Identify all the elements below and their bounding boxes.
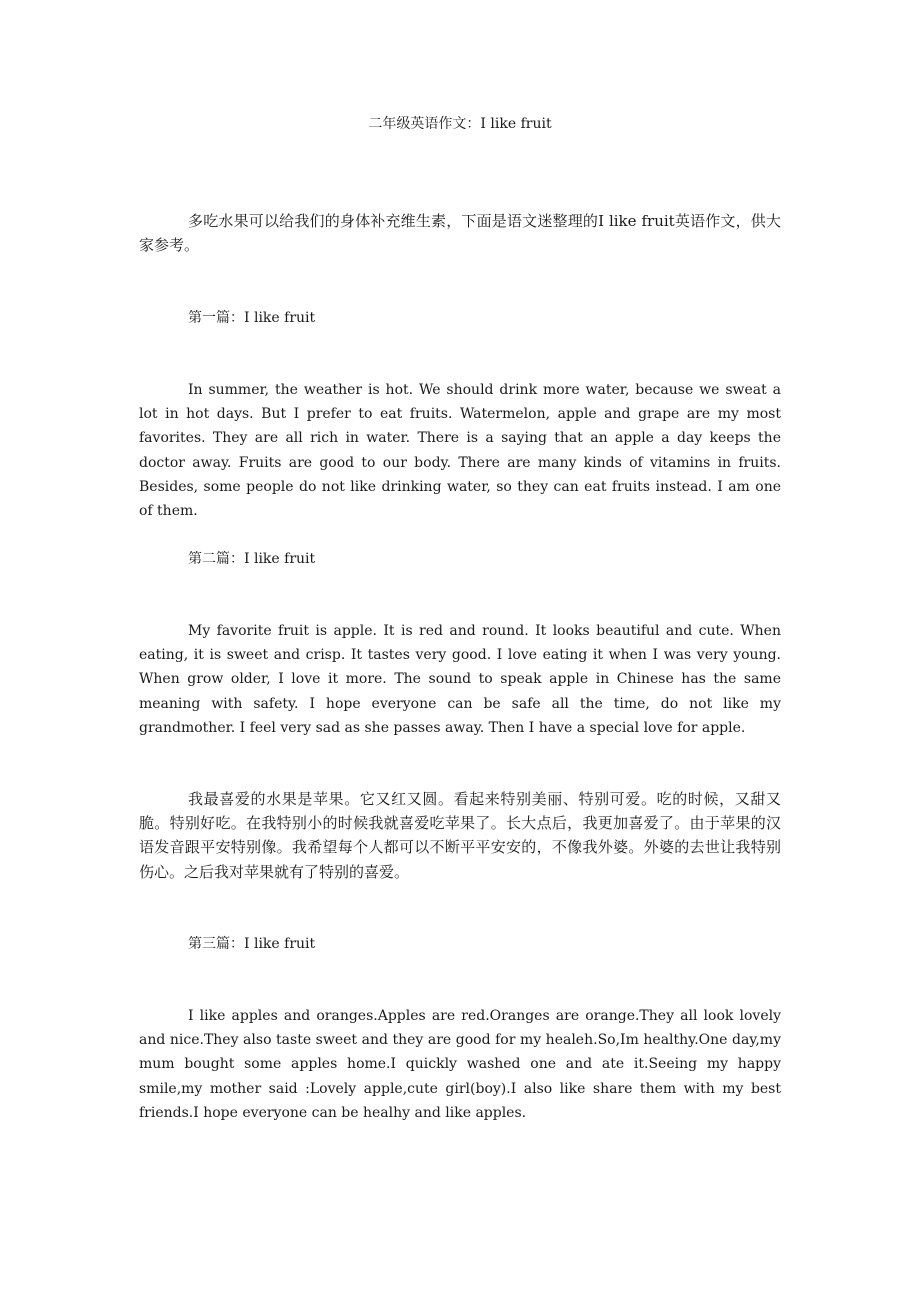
section-1-paragraph: In summer, the weather is hot. We should drink more water, because we sweat a lot in hot days. But I prefer to eat fruits. Watermelon, apple and grape are my most favorites. They are all rich in water. There is a saying that an apple a day keeps the doctor away. Fruits are good to our body. There are many kinds of vitamins in fruits. Besides, some people do not like drinking water, so they can eat fruits instead. I am one of them. [139,382,781,520]
section-2-paragraph-chinese: 我最喜爱的水果是苹果。它又红又圆。看起来特别美丽、特别可爱。吃的时候，又甜又脆。特别好吃。在我特别小的时候我就喜爱吃苹果了。长大点后，我更加喜爱了。由于苹果的汉语发音跟平安特别像。我希望每个人都可以不断平平安安的，不像我外婆。外婆的去世让我特别伤心。之后我对苹果就有了特别的喜爱。 [139,790,781,881]
section-3-heading: 第三篇：I like fruit [188,936,316,952]
document-title: 二年级英语作文：I like fruit [368,116,552,132]
section-1-heading: 第一篇：I like fruit [188,310,316,326]
section-2-paragraph-english: My favorite fruit is apple. It is red and round. It looks beautiful and cute. When eating, it is sweet and crisp. It tastes very good. I love eating it when I was very young. When grow older, I love it more. The sound to speak apple in Chinese has the same meaning with safety. I hope everyone can be safe all the time, do not like my grandmother. I feel very sad as she passes away. Then I have a special love for apple. [139,623,781,736]
section-3-paragraph: I like apples and oranges.Apples are red.Oranges are orange.They all look lovely and nice.They also taste sweet and they are good for my healeh.So,Im healthy.One day,my mum bought some apples home.I quickly washed one and ate it.Seeing my happy smile,my mother said :Lovely apple,cute girl(boy).I also like share them with my best friends.I hope everyone can be healhy and like apples. [139,1008,781,1121]
intro-paragraph: 多吃水果可以给我们的身体补充维生素，下面是语文迷整理的I like fruit英语作文，供大家参考。 [139,212,781,255]
section-2-heading: 第二篇：I like fruit [188,551,316,567]
